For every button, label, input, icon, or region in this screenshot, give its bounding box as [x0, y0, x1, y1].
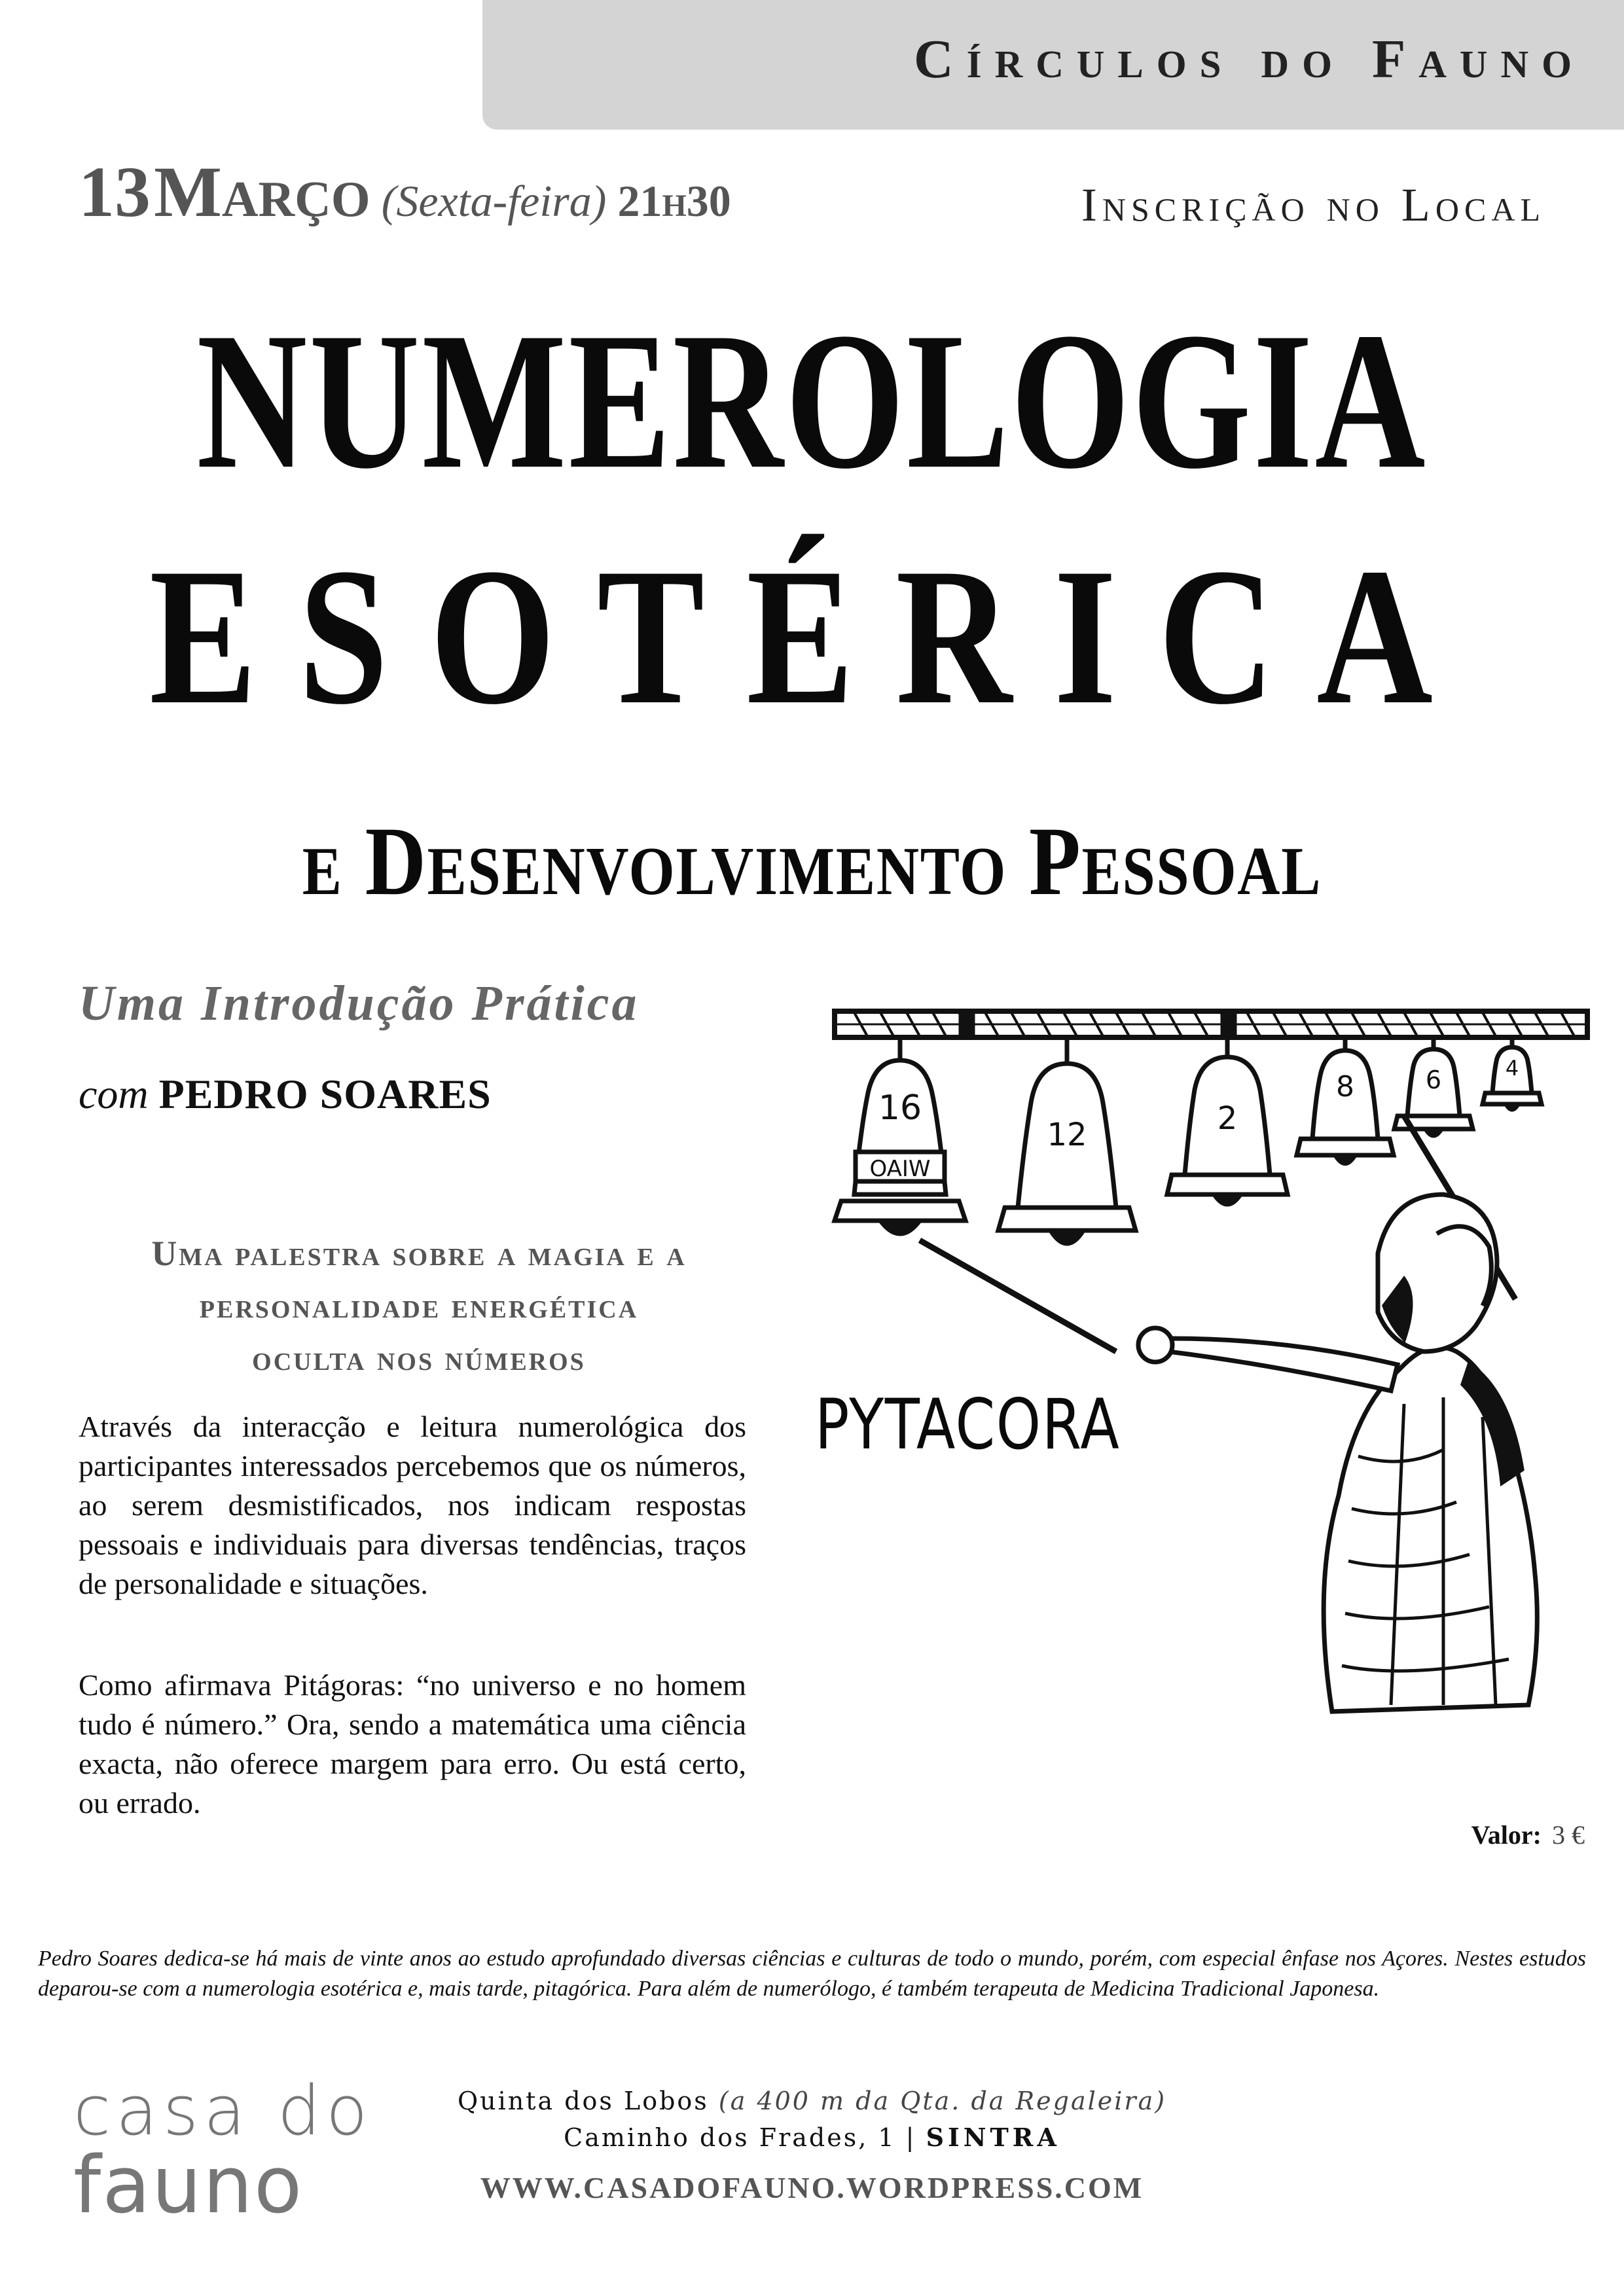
address-street: Caminho dos Frades, 1	[564, 2123, 896, 2152]
event-day: 13	[79, 152, 151, 232]
event-month: Março	[154, 152, 370, 232]
subtitle: Uma Introdução Prática	[79, 976, 640, 1031]
event-date	[79, 151, 731, 234]
pythagoras-figure	[1138, 1194, 1537, 1712]
speaker-name: PEDRO SOARES	[158, 1071, 492, 1117]
bell-16	[835, 1037, 965, 1234]
speaker-prefix: com	[79, 1071, 149, 1117]
price	[1471, 1820, 1585, 1850]
bell-label: 6	[1425, 1066, 1442, 1094]
address-place: Quinta dos Lobos	[457, 2087, 709, 2115]
bell-label: 16	[878, 1088, 922, 1128]
lecture-headline-line3: oculta nos números	[252, 1338, 586, 1378]
bell-label: 8	[1336, 1070, 1354, 1103]
logo-line2: fauno	[73, 2140, 304, 2231]
logo-line1: casa do	[73, 2071, 373, 2151]
price-label: Valor:	[1471, 1820, 1542, 1850]
lecture-headline-line1: Uma palestra sobre a magia e a	[151, 1234, 687, 1273]
speaker-bio: Pedro Soares dedica-se há mais de vinte anos ao estudo aprofundado diversas ciências e culturas de todo o mundo, porém, com especial ênfase nos Açores. Nestes estudos deparou-se com a numerologia esotérica e, mais tarde, pitagórica. Para além de numerólogo, é também terapeuta de Medicina Tradicional Japonesa.	[38, 1946, 1586, 2001]
event-time: 21h30	[617, 176, 731, 226]
bell-beam	[835, 1010, 1587, 1039]
lecture-headline-line2: personalidade energética	[199, 1286, 639, 1325]
bell-inscription: OAIW	[869, 1156, 931, 1182]
address-separator: |	[905, 2123, 916, 2152]
lecture-headline	[79, 1227, 759, 1384]
address-line2	[0, 2119, 1624, 2156]
registration-note: Inscrição no Local	[1081, 179, 1545, 231]
body-paragraph: Como afirmava Pitágoras: “no universo e no homem tudo é número.” Ora, sendo a matemática uma ciência exacta, não oferece margem para erro. Ou está certo, ou errado.	[79, 1668, 746, 1820]
website-link[interactable]: WWW.CASADOFAUNO.WORDPRESS.COM	[480, 2171, 1144, 2204]
venue-address	[0, 2083, 1624, 2205]
main-title-line1: NUMEROLOGIA	[196, 292, 1428, 509]
address-place-note: (a 400 m da Qta. da Regaleira)	[718, 2087, 1167, 2115]
address-city: SINTRA	[926, 2123, 1060, 2152]
main-title-line2: ESOTÉRICA	[149, 528, 1475, 745]
address-line1	[0, 2083, 1624, 2119]
event-weekday: (Sexta-feira)	[381, 176, 607, 226]
pythagoras-bells-illustration	[815, 998, 1600, 1751]
speaker	[79, 1070, 492, 1119]
bell-label: 12	[1047, 1117, 1087, 1153]
body-paragraph: Através da interacção e leitura numerológica dos participantes interessados percebemos que os números, ao serem desmistificados, nos indicam respostas pessoais e individuais para diversas tendências, traços de personalidade e situações.	[79, 1410, 746, 1600]
header-title: Círculos do Fauno	[913, 29, 1585, 90]
illustration-caption: PYTACORA	[815, 1384, 1121, 1465]
main-title-line3: e Desenvolvimento Pessoal	[302, 807, 1322, 916]
price-value: 3 €	[1552, 1820, 1585, 1850]
bell-label: 2	[1217, 1100, 1238, 1137]
bell-label: 4	[1505, 1056, 1519, 1081]
